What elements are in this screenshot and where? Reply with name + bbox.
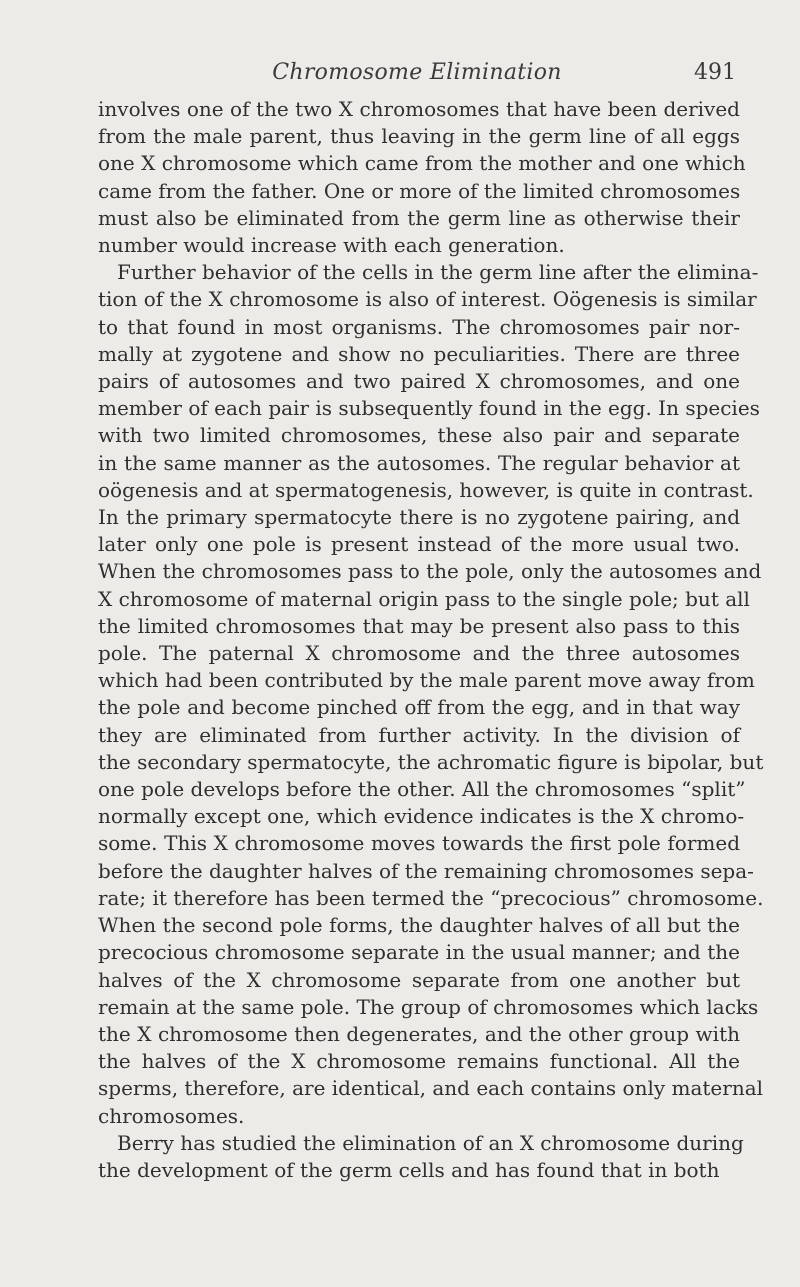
page-header [98,60,736,94]
text-line: from the male parent, thus leaving in the germ line of all eggs [98,124,740,149]
text-line: must also be eliminated from the germ line as otherwise their [98,205,740,230]
paragraph [98,1130,744,1184]
text-line: before the daughter halves of the remaining chromosomes sepa- [98,858,754,883]
text-line: Further behavior of the cells in the germ line after the elimina- [117,260,759,285]
text-line: pairs of autosomes and two paired X chromosomes, and one [98,369,740,394]
page-number: 491 [694,60,736,85]
text-line: pole. The paternal X chromosome and the three autosomes [98,641,740,666]
text-line: tion of the X chromosome is also of interest. Oögenesis is similar [98,287,757,312]
text-line: halves of the X chromosome separate from one another but [98,967,740,992]
text-line: to that found in most organisms. The chromosomes pair nor- [98,314,740,339]
running-title: Chromosome Elimination [272,60,562,85]
text-line: the halves of the X chromosome remains functional. All the [98,1049,740,1074]
text-line: sperms, therefore, are identical, and each contains only maternal [98,1076,764,1101]
text-line: later only one pole is present instead of the more usual two. [98,532,740,557]
text-line: one X chromosome which came from the mother and one which [98,151,746,176]
text-line: some. This X chromosome moves towards the first pole formed [98,831,740,856]
text-line: in the same manner as the autosomes. The regular behavior at [98,450,740,475]
text-line: came from the father. One or more of the limited chromosomes [98,178,741,203]
text-line: which had been contributed by the male parent move away from [98,668,755,693]
text-line: rate; it therefore has been termed the “precocious” chromosome. [98,885,764,910]
text-line: they are eliminated from further activity. In the division of [98,722,740,747]
text-line: the limited chromosomes that may be present also pass to this [98,613,740,638]
text-line: normally except one, which evidence indicates is the X chromo- [98,804,745,829]
paragraph [98,96,746,259]
text-line: the secondary spermatocyte, the achromatic figure is bipolar, but [98,749,764,774]
text-line: oögenesis and at spermatogenesis, however, is quite in contrast. [98,477,754,502]
text-line: In the primary spermatocyte there is no zygotene pairing, and [98,505,740,530]
paragraph [98,259,764,1130]
text-line: one pole develops before the other. All the chromosomes “split” [98,777,746,802]
text-line: When the second pole forms, the daughter halves of all but the [98,913,740,938]
text-line: number would increase with each generation. [98,233,565,258]
text-line: Berry has studied the elimination of an X chromosome during [117,1130,744,1155]
text-line: the development of the germ cells and has found that in both [98,1157,720,1182]
text-line: mally at zygotene and show no peculiarities. There are three [98,341,740,366]
text-line: member of each pair is subsequently found in the egg. In species [98,396,760,421]
text-line: remain at the same pole. The group of chromosomes which lacks [98,994,759,1019]
text-line: the X chromosome then degenerates, and the other group with [98,1021,740,1046]
text-line: with two limited chromosomes, these also pair and separate [98,423,740,448]
text-line: chromosomes. [98,1103,245,1128]
text-line: When the chromosomes pass to the pole, only the autosomes and [98,559,762,584]
body-text [98,96,764,1184]
text-line: involves one of the two X chromosomes that have been derived [98,97,740,121]
text-line: the pole and become pinched off from the egg, and in that way [98,695,740,720]
text-line: X chromosome of maternal origin pass to the single pole; but all [98,586,750,611]
text-line: precocious chromosome separate in the usual manner; and the [98,940,740,965]
